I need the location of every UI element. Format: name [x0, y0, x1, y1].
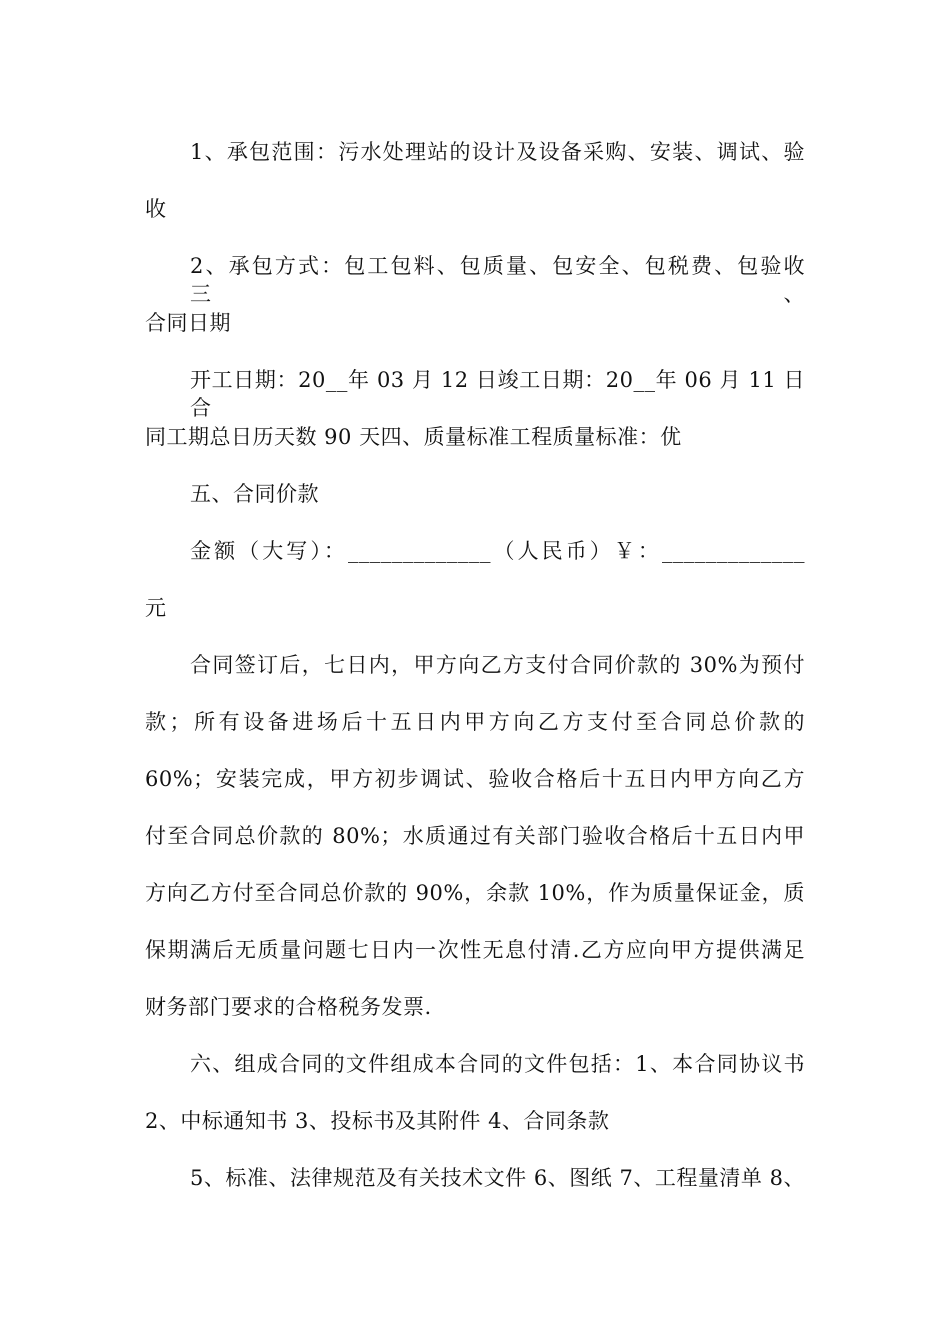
paragraph-line-13: 付至合同总价款的 80%；水质通过有关部门验收合格后十五日内甲: [145, 824, 805, 848]
paragraph-line-1: 1、承包范围：污水处理站的设计及设备采购、安装、调试、验: [190, 140, 805, 164]
paragraph-line-16: 财务部门要求的合格税务发票.: [145, 995, 432, 1019]
paragraph-line-5: 开工日期：20__年 03 月 12 日竣工日期：20__年 06 月 11 日合: [190, 368, 805, 420]
amount-line: 金额（大写）：_____________（人民币）￥：_____________: [190, 539, 805, 563]
paragraph-line-6: 同工期总日历天数 90 天四、质量标准工程质量标准：优: [145, 425, 682, 449]
paragraph-line-4: 合同日期: [145, 311, 231, 335]
paragraph-line-9: 元: [145, 596, 167, 620]
paragraph-line-2: 收: [145, 197, 167, 221]
paragraph-line-14: 方向乙方付至合同总价款的 90%，余款 10%，作为质量保证金，质: [145, 881, 805, 905]
paragraph-line-19: 5、标准、法律规范及有关技术文件 6、图纸 7、工程量清单 8、: [190, 1166, 805, 1190]
paragraph-line-3: 2、承包方式：包工包料、包质量、包安全、包税费、包验收三、: [190, 254, 805, 306]
paragraph-line-18: 2、中标通知书 3、投标书及其附件 4、合同条款: [145, 1109, 610, 1133]
paragraph-line-10: 合同签订后，七日内，甲方向乙方支付合同价款的 30%为预付: [190, 653, 805, 677]
section-heading-price: 五、合同价款: [190, 482, 319, 506]
paragraph-line-15: 保期满后无质量问题七日内一次性无息付清.乙方应向甲方提供满足: [145, 938, 805, 962]
paragraph-line-12: 60%；安装完成，甲方初步调试、验收合格后十五日内甲方向乙方: [145, 767, 805, 791]
paragraph-line-11: 款；所有设备进场后十五日内甲方向乙方支付至合同总价款的: [145, 710, 805, 734]
section-heading-documents: 六、组成合同的文件组成本合同的文件包括：1、本合同协议书: [190, 1052, 805, 1076]
